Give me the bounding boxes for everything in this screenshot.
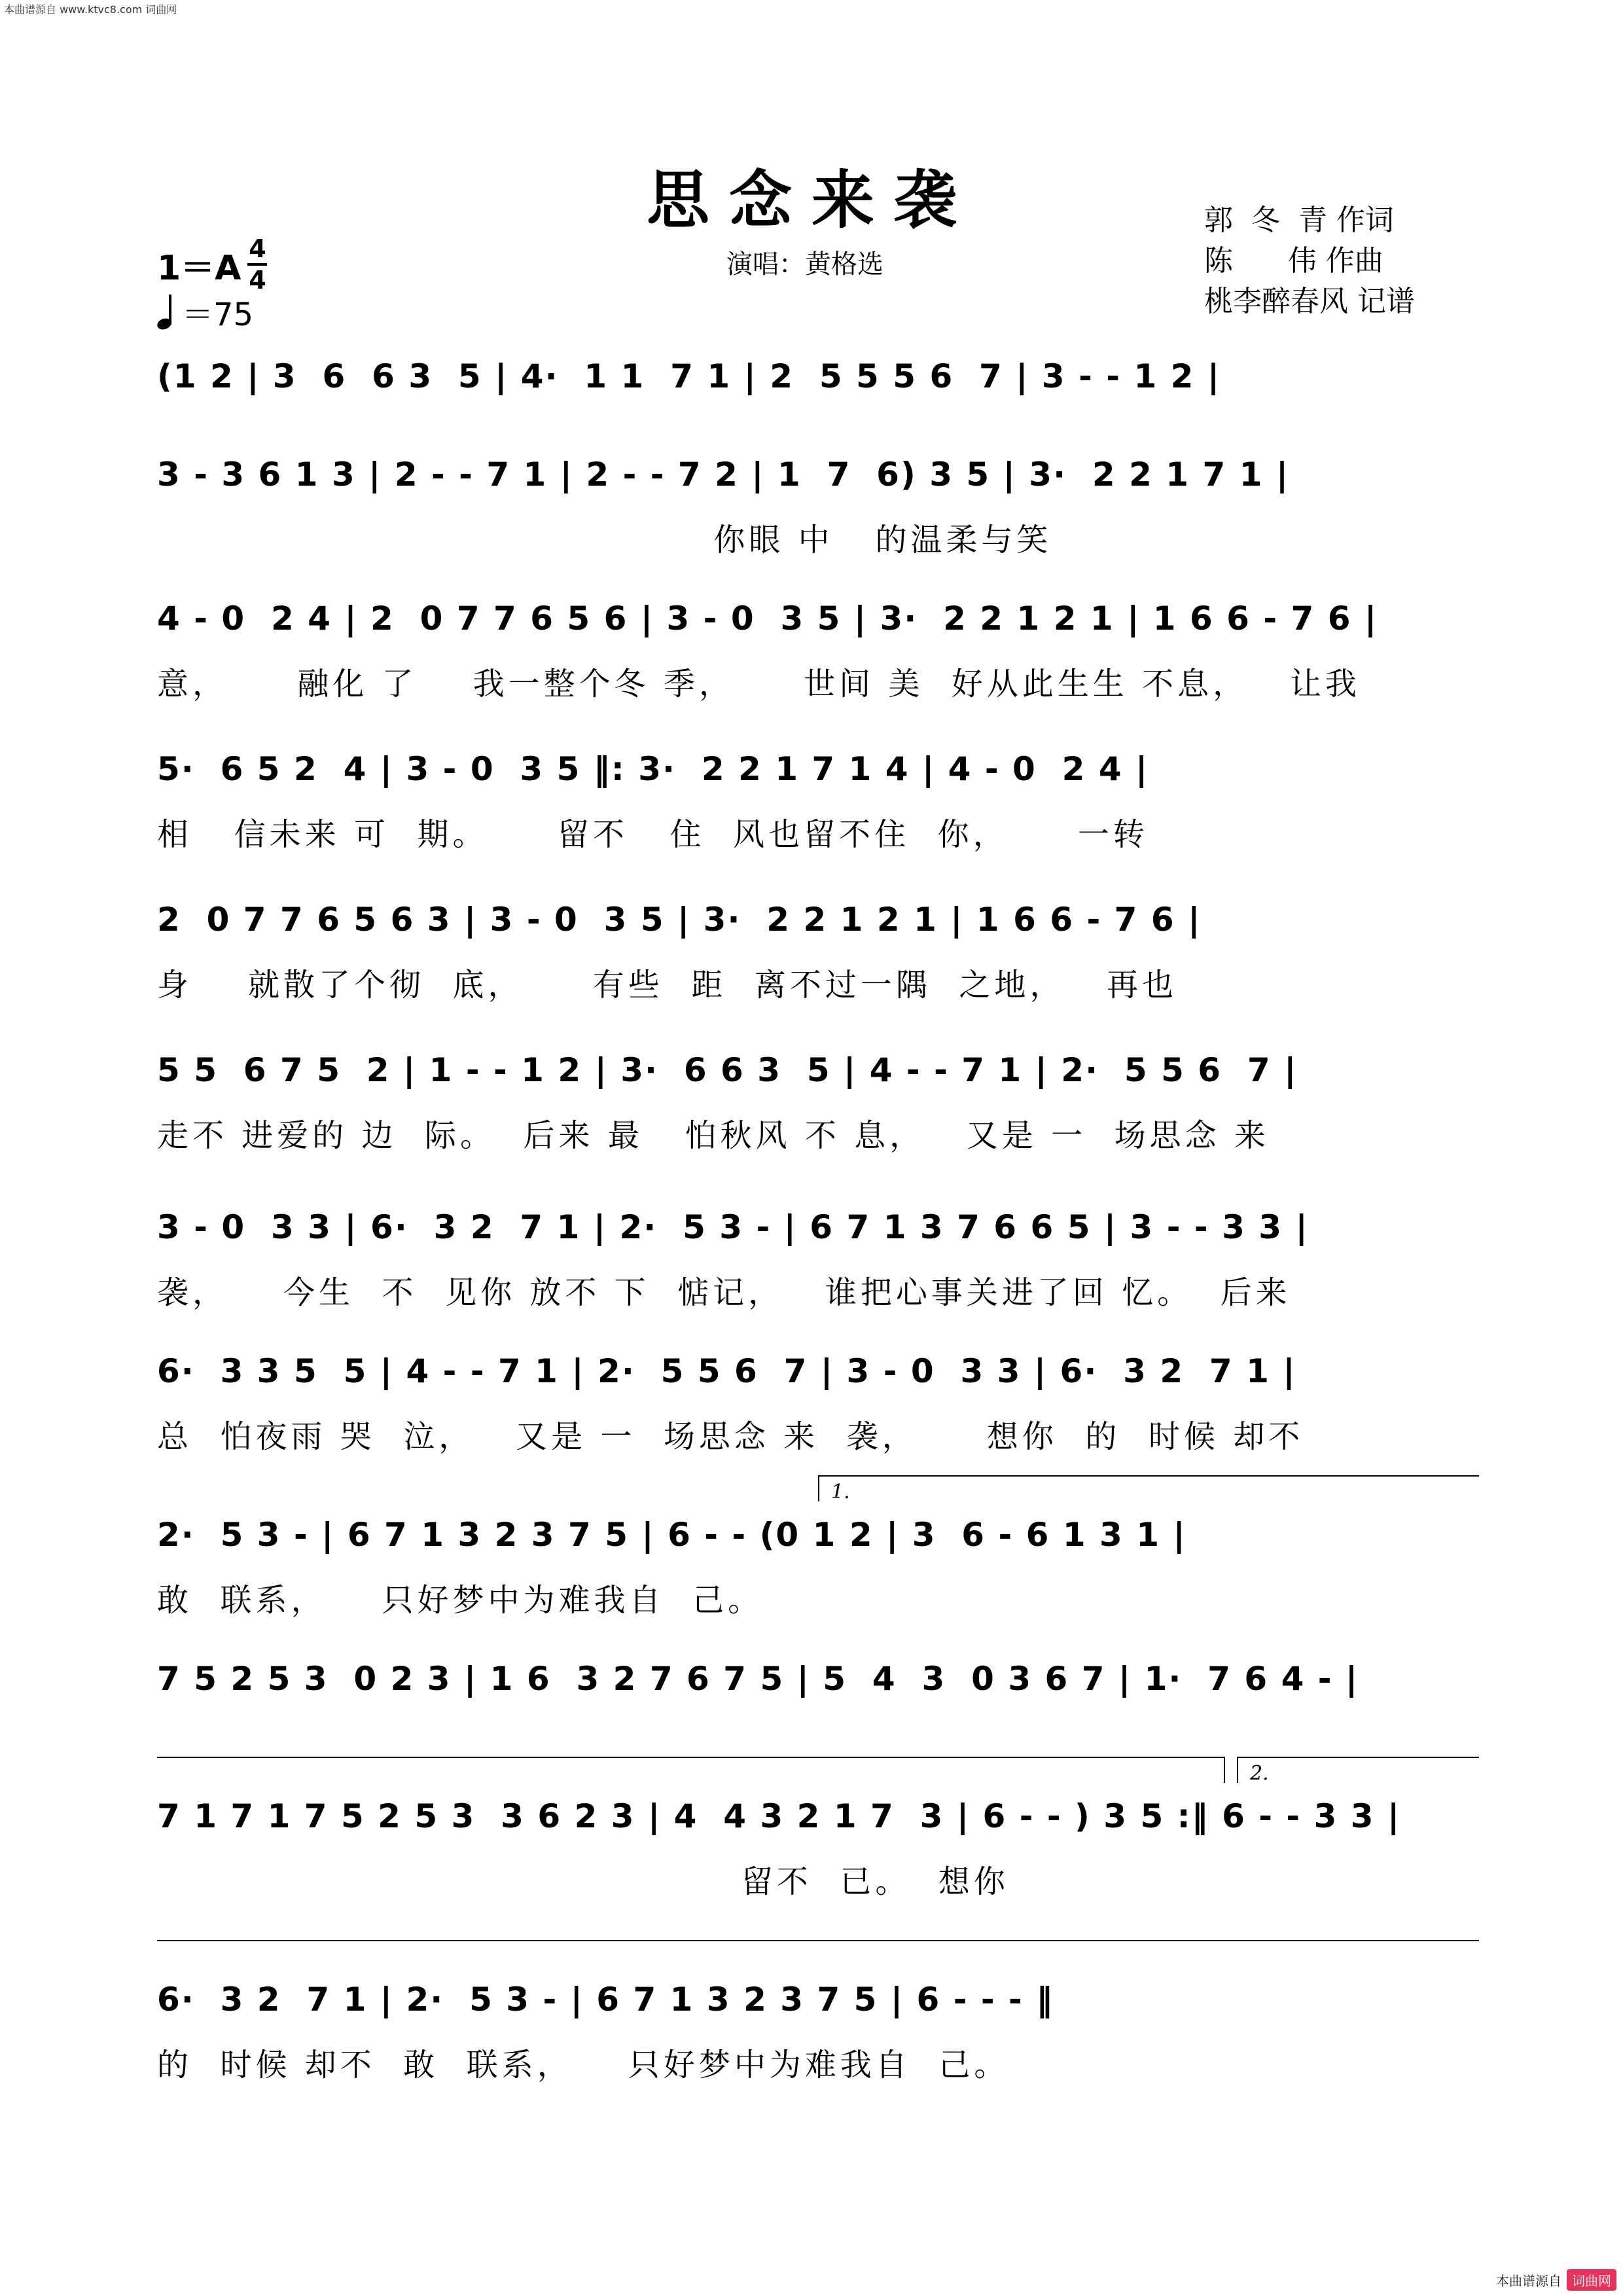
time-signature [247,236,267,293]
footer-source: 本曲谱源自 [1496,2273,1561,2289]
key-label: 1＝A [157,248,241,288]
volta-label-1: 1. [831,1480,850,1503]
transcriber-credit: 桃李醉春风 记谱 [1204,285,1415,318]
key-signature [157,236,267,293]
volta-bracket-1-end-tick [1224,1757,1225,1783]
notation-row: 3 - 0 3 3 | 6· 3 2 7 1 | 2· 5 3 - | 6 7 1 3 7 6 6 5 | 3 - - 3 3 | [157,1208,1309,1246]
notation-row: 2· 5 3 - | 6 7 1 3 2 3 7 5 | 6 - - (0 1 2 | 3 6 - 6 1 3 1 | [157,1516,1186,1554]
composer-credit: 陈 伟 作曲 [1204,244,1383,278]
lyrics-row: 你眼 中 的温柔与笑 [157,522,1052,558]
notation-row: 5 5 6 7 5 2 | 1 - - 1 2 | 3· 6 6 3 5 | 4 - - 7 1 | 2· 5 5 6 7 | [157,1051,1298,1089]
lyrics-row: 走不 进爱的 边 际。 后来 最 怕秋风 不 息， 又是 一 场思念 来 [157,1117,1270,1154]
notation-row: 7 1 7 1 7 5 2 5 3 3 6 2 3 | 4 4 3 2 1 7 3 | 6 - - ) 3 5 :‖ 6 - - 3 3 | [157,1797,1401,1835]
notation-row: 4 - 0 2 4 | 2 0 7 7 6 5 6 | 3 - 0 3 5 | 3· 2 2 1 2 1 | 1 6 6 - 7 6 | [157,600,1378,637]
header-watermark: 本曲谱源自 www.ktvc8.com 词曲网 [4,3,177,16]
lyrics-row: 的 时候 却不 敢 联系， 只好梦中为难我自 己。 [157,2047,1010,2083]
notation-row: 6· 3 3 5 5 | 4 - - 7 1 | 2· 5 5 6 7 | 3 - 0 3 3 | 6· 3 2 7 1 | [157,1352,1296,1390]
time-signature-bottom: 4 [249,266,266,295]
brand-logo: 词曲网 [1567,2269,1616,2291]
volta-label-2: 2. [1250,1762,1269,1785]
notation-row: 7 5 2 5 3 0 2 3 | 1 6 3 2 7 6 7 5 | 5 4 3 0 3 6 7 | 1· 7 6 4 - | [157,1660,1359,1698]
notation-row: 6· 3 2 7 1 | 2· 5 3 - | 6 7 1 3 2 3 7 5 | 6 - - - ‖ [157,1981,1054,2018]
notation-row: 2 0 7 7 6 5 6 3 | 3 - 0 3 5 | 3· 2 2 1 2 1 | 1 6 6 - 7 6 | [157,901,1202,939]
notation-row: 5· 6 5 2 4 | 3 - 0 3 5 ‖: 3· 2 2 1 7 1 4 | 4 - 0 2 4 | [157,750,1149,788]
volta-bracket-1-continued [157,1757,1224,1758]
volta-bracket-1 [818,1475,1479,1477]
tempo-marking [157,289,253,334]
lyrics-row: 敢 联系， 只好梦中为难我自 己。 [157,1582,764,1619]
song-title: 思念来袭 [647,163,976,237]
notation-row: 3 - 3 6 1 3 | 2 - - 7 1 | 2 - - 7 2 | 1 7 6) 3 5 | 3· 2 2 1 7 1 | [157,456,1290,493]
volta-bracket-1-tick [818,1475,819,1501]
lyrics-row: 袭， 今生 不 见你 放不 下 惦记， 谁把心事关进了回 忆。 后来 [157,1274,1291,1311]
lyrics-row: 相 信未来 可 期。 留不 住 风也留不住 你， 一转 [157,816,1149,853]
singer-credit: 演唱：黄格选 [726,249,883,279]
volta-bracket-2-tick [1237,1757,1238,1783]
notation-row: (1 2 | 3 6 6 3 5 | 4· 1 1 7 1 | 2 5 5 5 6 7 | 3 - - 1 2 | [157,357,1221,395]
credits-block [1204,200,1415,322]
volta-bracket-2 [1237,1757,1479,1758]
volta-bracket-2-continued [157,1940,1479,1941]
lyrics-row: 留不 已。 想你 [157,1863,1009,1900]
lyrics-row: 意， 融化 了 我一整个冬 季， 世间 美 好从此生生 不息， 让我 [157,666,1361,702]
lyrics-row: 总 怕夜雨 哭 泣， 又是 一 场思念 来 袭， 想你 的 时候 却不 [157,1418,1304,1455]
lyricist-credit: 郭 冬 青 作词 [1204,204,1394,237]
lyrics-row: 身 就散了个彻 底， 有些 距 离不过一隅 之地， 再也 [157,967,1178,1003]
quarter-note-stem [169,295,171,325]
footer-brand [1496,2269,1616,2291]
tempo-value: ＝75 [182,296,254,333]
time-signature-top: 4 [249,234,266,263]
